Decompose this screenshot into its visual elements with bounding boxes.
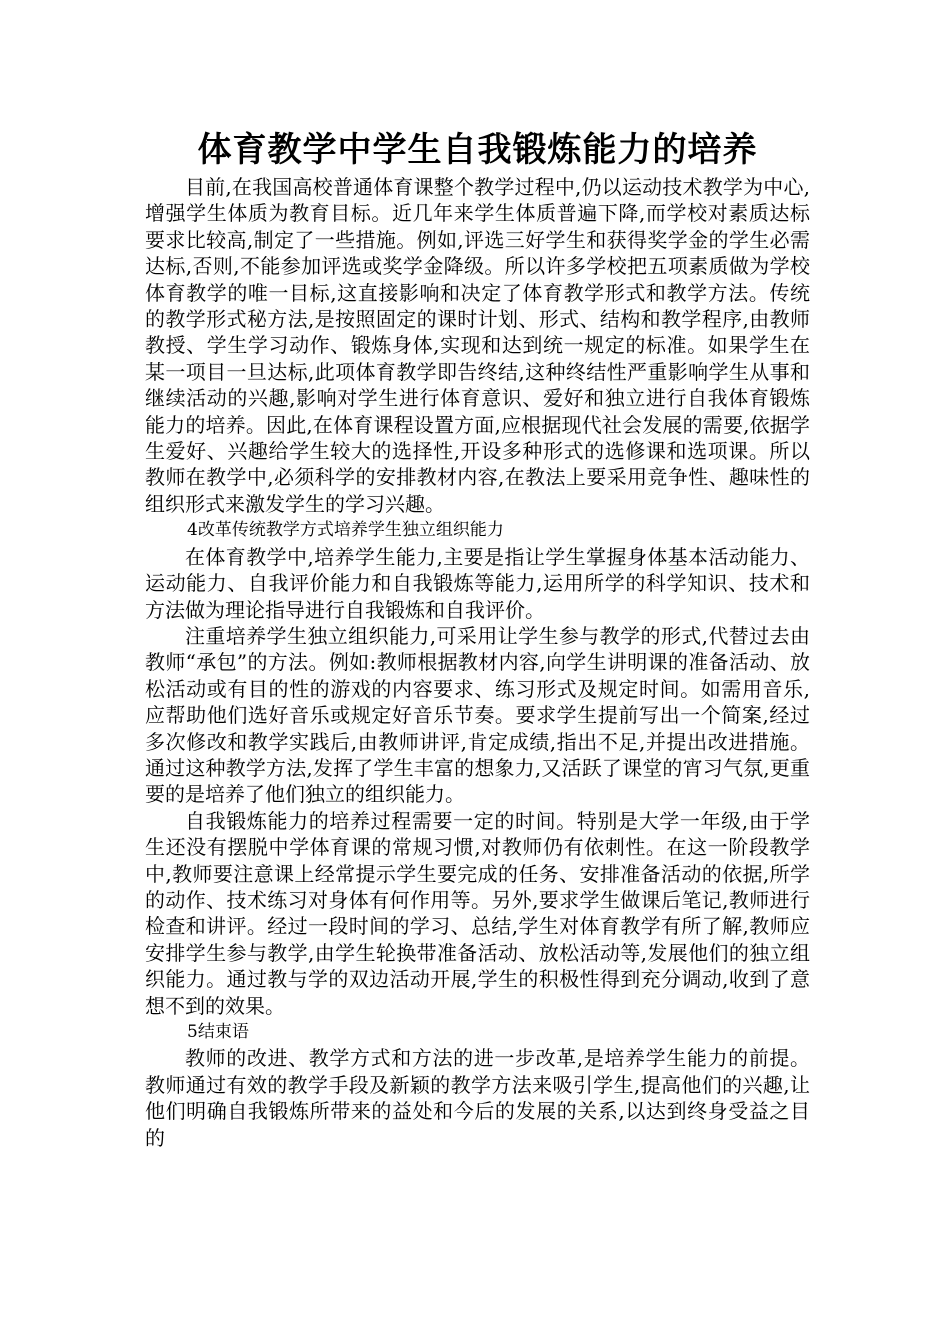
paragraph-self-training-process: 自我锻炼能力的培养过程需要一定的时间。特别是大学一年级,由于学生还没有摆脱中学体育课的常规习惯,对教师仍有依刺性。在这一阶段教学中,教师要注意课上经常提示学生要完成的任务、安排准备活动的依据,所学的动作、技术练习对身体有何作用等。另外,要求学生做课后笔记,教师进行检查和讲评。经过一段时间的学习、总结,学生对体育教学有所了解,教师应安排学生参与教学,由学生轮换带准备活动、放松活动等,发展他们的独立组织能力。通过教与学的双边活动开展,学生的积极性得到充分调动,收到了意想不到的效果。 xyxy=(145,808,810,1018)
paragraph-ability-definition: 在体育教学中,培养学生能力,主要是指让学生掌握身体基本活动能力、运动能力、自我评价能力和自我锻炼等能力,运用所学的科学知识、技术和方法做为理论指导进行自我锻炼和自我评价。 xyxy=(145,544,810,622)
paragraph-intro: 目前,在我国高校普通体育课整个教学过程中,仍以运动技术教学为中心,增强学生体质为教育目标。近几年来学生体质普遍下降,而学校对素质达标要求比较高,制定了一些措施。例如,评选三好学生和获得奖学金的学生必需达标,否则,不能参加评选或奖学金降级。所以许多学校把五项素质做为学校体育教学的唯一目标,这直接影响和决定了体育教学形式和教学方法。传统的教学形式秘方法,是按照固定的课时计划、形式、结构和教学程序,由教师教授、学生学习动作、锻炼身体,实现和达到统一规定的标准。如果学生在某一项目一旦达标,此项体育教学即告终结,这种终结性严重影响学生从事和继续活动的兴趣,影响对学生进行体育意识、爱好和独立进行自我体育锻炼能力的培养。因此,在体育课程设置方面,应根据现代社会发展的需要,依据学生爱好、兴趣给学生较大的选择性,开设多种形式的选修课和选项课。所以教师在教学中,必须科学的安排教材内容,在教法上要采用竞争性、趣味性的组织形式来激发学生的学习兴趣。 xyxy=(145,175,810,516)
document-title: 体育教学中学生自我锻炼能力的培养 xyxy=(197,130,758,170)
document-page xyxy=(145,126,810,1151)
paragraph-conclusion: 教师的改进、教学方式和方法的进一步改革,是培养学生能力的前提。教师通过有效的教学手段及新颖的教学方法来吸引学生,提高他们的兴趣,让他们明确自我锻炼所带来的益处和今后的发展的关系,以达到终身受益之目的 xyxy=(145,1046,810,1150)
section-heading-5: 5结束语 xyxy=(187,1022,249,1042)
section-heading-4: 4改革传统教学方式培养学生独立组织能力 xyxy=(187,520,504,541)
paragraph-organization-ability: 注重培养学生独立组织能力,可采用让学生参与教学的形式,代替过去由教师“承包”的方法。例如:教师根据教材内容,向学生讲明课的准备活动、放松活动或有目的性的游戏的内容要求、练习形式及规定时间。如需用音乐,应帮助他们选好音乐或规定好音乐节奏。要求学生提前写出一个简案,经过多次修改和教学实践后,由教师讲评,肯定成绩,指出不足,并提出改进措施。通过这种教学方法,发挥了学生丰富的想象力,又活跃了课堂的宵习气氛,更重要的是培养了他们独立的组织能力。 xyxy=(145,623,810,807)
